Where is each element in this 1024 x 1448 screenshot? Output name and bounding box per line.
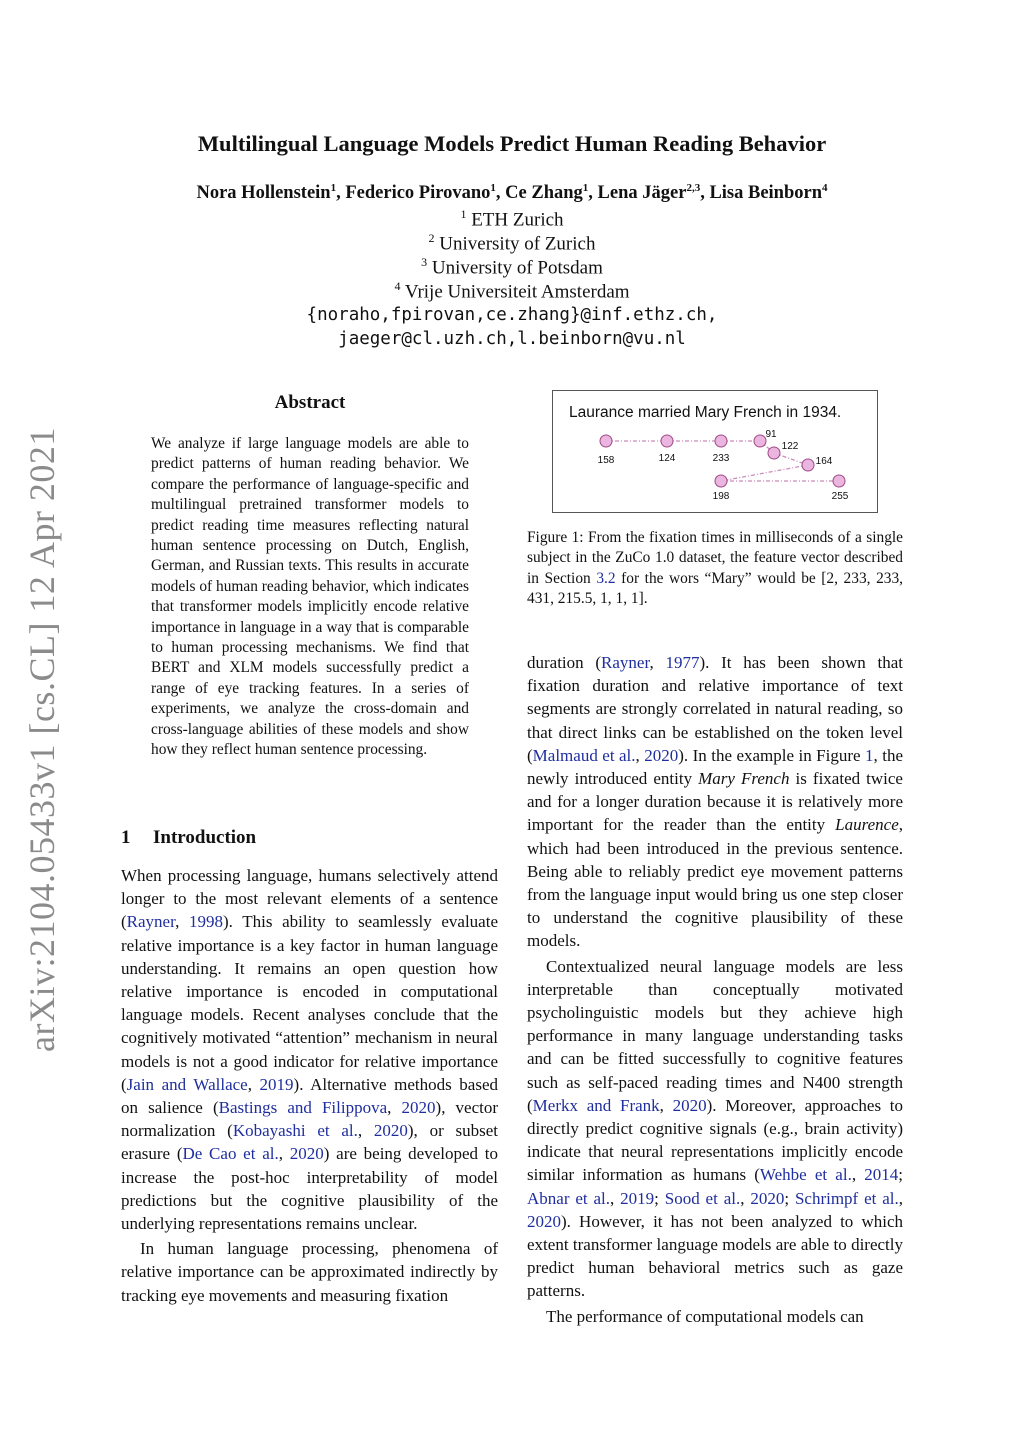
body-text: ,: [610, 1188, 621, 1208]
body-text: ), or subset erasure (: [121, 1121, 498, 1164]
citation-link[interactable]: Abnar et al.: [527, 1188, 611, 1208]
body-text: ,: [357, 1121, 374, 1141]
caption-text: Figure 1: From the fixation times in milliseconds of a single subject in the ZuCo 1.0 dataset, the feature vector described in Section: [527, 529, 903, 587]
affiliation-mark: 3: [421, 255, 428, 269]
affiliation-mark: 2: [428, 231, 435, 245]
affiliation-name: University of Zurich: [439, 233, 596, 255]
citation-link[interactable]: 2020: [750, 1188, 785, 1208]
citation-link[interactable]: Malmaud et al.: [532, 745, 636, 765]
body-text: ). Moreover, approaches to directly predict cognitive signals (e.g., brain activity) indicate that neural representations implicitly encode similar information as humans (: [527, 1095, 904, 1185]
affiliation: [0, 255, 1024, 279]
body-text: ;: [654, 1188, 665, 1208]
body-text: , which had been introduced in the previous sentence. Being able to reliably predict eye movement patterns from the language input would bring us one step closer to understand the cognitive plausibility of these models.: [527, 815, 903, 951]
body-text: ,: [851, 1165, 865, 1185]
body-text: When processing language, humans selectively attend longer to the most relevant elements of a sentence (: [121, 866, 498, 932]
affiliation: [0, 231, 1024, 255]
body-text: ,: [740, 1188, 751, 1208]
fixation-nodes: [598, 429, 849, 502]
right-column-body: [527, 651, 903, 1328]
fixation-duration-label: 91: [765, 429, 777, 440]
body-text: ,: [659, 1095, 673, 1115]
body-text: ) are being developed to increase the post-hoc interpretability of model predictions but the cognitive plausibility of the underlying representations remains unclear.: [121, 1144, 498, 1234]
body-text: ,: [898, 1188, 903, 1208]
abstract-text: We analyze if large language models are able to predict patterns of human reading behavior. We compare the performance of language-specific and multilingual pretrained transformer models to predict reading time measures reflecting natural human sentence processing on Dutch, English, German, and Russian texts. This results in accurate models of human reading behavior, which indicates that transformer models implicitly encode relative importance in language in a way that is comparable to human processing mechanisms. We find that BERT and XLM models successfully predict a range of eye tracking features. In a series of experiments, we analyze the cross-domain and cross-language abilities of these models and show how they reflect human sentence processing.: [151, 435, 469, 759]
affiliation: [0, 279, 1024, 303]
paragraph: [527, 955, 903, 1303]
body-text: ,: [278, 1144, 290, 1164]
fixation-node: [768, 447, 780, 459]
saccade-edge: [721, 465, 808, 481]
citation-link[interactable]: 2020: [644, 745, 679, 765]
citation-link[interactable]: 2020: [401, 1098, 436, 1118]
body-text: ,: [649, 653, 666, 672]
affiliation-name: University of Potsdam: [431, 257, 603, 279]
fixation-duration-label: 198: [712, 491, 730, 502]
body-text: duration (: [527, 653, 602, 672]
fixation-node: [833, 475, 845, 487]
citation-link[interactable]: Rayner: [126, 912, 176, 932]
body-text: ). However, it has not been analyzed to which extent transformer language models are able to directly predict human behavioral metrics such as gaze patterns.: [527, 1211, 903, 1301]
fixation-node: [715, 475, 727, 487]
fixation-duration-label: 233: [712, 453, 730, 464]
figure-sentence: Laurance married Mary French in 1934.: [569, 404, 842, 421]
fixation-duration-label: 122: [781, 441, 799, 452]
citation-link[interactable]: Bastings and Filippova: [218, 1098, 388, 1118]
body-text: ). It has been shown that fixation duration and relative importance of text segments are strongly correlated in natural reading, so that direct links can be established on the token level (: [527, 653, 904, 765]
fixation-node: [661, 435, 673, 447]
fixation-duration-label: 255: [831, 491, 849, 502]
fixation-diagram: [553, 391, 877, 512]
arxiv-watermark-text: arXiv:2104.05433v1 [cs.CL] 12 Apr 2021: [22, 427, 62, 1052]
section-ref-link[interactable]: 3.2: [596, 569, 616, 587]
figure-1: [552, 390, 878, 513]
email-line: jaeger@cl.uzh.ch,l.beinborn@vu.nl: [338, 329, 686, 349]
fixation-node: [754, 435, 766, 447]
citation-link[interactable]: Merkx and Frank: [532, 1095, 660, 1115]
fixation-node: [802, 459, 814, 471]
citation-link[interactable]: 2019: [620, 1188, 655, 1208]
affiliation-mark: 4: [394, 279, 401, 293]
fixation-duration-label: 158: [597, 455, 615, 466]
paragraph: [527, 651, 903, 953]
affiliation-mark: 1: [460, 207, 467, 221]
author-affiliation-mark: 1: [330, 182, 337, 194]
body-text: ). This ability to seamlessly evaluate relative importance is a key factor in human language understanding. It remains an open question how relative importance is encoded in computational language models. Recent analyses conclude that the cognitively motivated “attention” mechanism in neural models is not a good indicator for relative importance (: [121, 912, 498, 1094]
citation-link[interactable]: 1977: [665, 653, 700, 672]
body-text: ;: [784, 1188, 795, 1208]
citation-link[interactable]: Rayner: [601, 653, 650, 672]
paper-title: Multilingual Language Models Predict Human Reading Behavior: [197, 131, 827, 156]
body-text: ;: [898, 1165, 904, 1185]
citation-link[interactable]: Kobayashi et al.: [232, 1121, 358, 1141]
email-line: {noraho,fpirovan,ce.zhang}@inf.ethz.ch,: [306, 305, 718, 325]
body-text: ). Alternative methods based on salience (: [121, 1074, 498, 1118]
citation-link[interactable]: 2020: [672, 1095, 707, 1115]
body-text: ,: [247, 1074, 260, 1094]
body-text: ), vector normalization (: [121, 1098, 499, 1141]
citation-link[interactable]: 2020: [373, 1121, 408, 1141]
author-name: Lena Jäger: [597, 183, 687, 204]
body-text: ). In the example in Figure: [678, 745, 866, 765]
author-list: Nora Hollenstein$^1$, Federico Pirovano$^1$, Ce Zhang$^1$, Lena Jäger$^{2,3}$, Lisa Beinborn$^4$: [196, 182, 828, 204]
body-text: Contextualized neural language models are less interpretable than conceptually motivated psycholinguistic models but they achieve high performance in many language understanding tasks and can be fitted successfully to cognitive features such as self-paced reading times and N400 strength (: [527, 956, 903, 1115]
abstract-heading: Abstract: [274, 392, 346, 413]
citation-link[interactable]: Schrimpf et al.: [794, 1188, 899, 1208]
author-name: Nora Hollenstein: [196, 183, 331, 204]
arxiv-watermark: [21, 427, 62, 1052]
section-title: Introduction: [153, 827, 257, 848]
author-affiliation-mark: 4: [822, 182, 828, 194]
author-affiliation-mark: 1: [582, 182, 589, 194]
affiliation-name: Vrije Universiteit Amsterdam: [404, 281, 630, 303]
fixation-duration-label: 164: [815, 456, 833, 467]
citation-link[interactable]: Jain and Wallace: [126, 1074, 248, 1094]
citation-link[interactable]: Wehbe et al.: [759, 1165, 852, 1185]
section-number: 1: [121, 827, 131, 848]
author-affiliation-mark: 1: [490, 182, 496, 194]
paragraph: In human language processing, phenomena of relative importance can be approximated indirectly by tracking eye movements and measuring fixation: [121, 1239, 498, 1305]
paragraph: The performance of computational models can: [546, 1306, 864, 1326]
citation-link[interactable]: De Cao et al.: [182, 1144, 279, 1164]
emphasis-text: Mary French: [698, 769, 790, 789]
figure-ref-link[interactable]: 1: [865, 745, 874, 765]
citation-link[interactable]: 2014: [864, 1165, 899, 1185]
affiliation: [0, 207, 1024, 231]
fixation-duration-label: 124: [658, 453, 676, 464]
paragraph: [121, 864, 498, 1235]
author-name: Ce Zhang: [505, 183, 583, 204]
body-text: ,: [175, 912, 189, 932]
emphasis-text: Laurence: [835, 815, 899, 835]
fixation-node: [600, 435, 612, 447]
citation-link[interactable]: 2020: [289, 1144, 324, 1164]
body-text: , the newly introduced entity: [527, 745, 904, 789]
citation-link[interactable]: 2020: [527, 1211, 561, 1231]
citation-link[interactable]: Sood et al.: [664, 1188, 741, 1208]
body-text: ,: [387, 1098, 402, 1118]
citation-link[interactable]: 2019: [259, 1074, 294, 1094]
figure-caption: [527, 528, 903, 610]
author-name: Federico Pirovano: [345, 183, 491, 204]
body-text: is fixated twice and for a longer duration because it is relatively more important for the reader than the entity: [527, 769, 903, 835]
author-name: Lisa Beinborn: [709, 183, 823, 204]
fixation-node: [715, 435, 727, 447]
left-column-body: [121, 864, 498, 1307]
affiliation-name: ETH Zurich: [471, 209, 564, 231]
caption-text: for the wors “Mary” would be [2, 233, 233, 431, 215.5, 1, 1, 1].: [527, 569, 903, 608]
section-heading: [121, 827, 256, 849]
body-text: ,: [635, 745, 645, 765]
author-affiliation-mark: 2,3: [686, 182, 701, 194]
citation-link[interactable]: 1998: [189, 912, 223, 932]
